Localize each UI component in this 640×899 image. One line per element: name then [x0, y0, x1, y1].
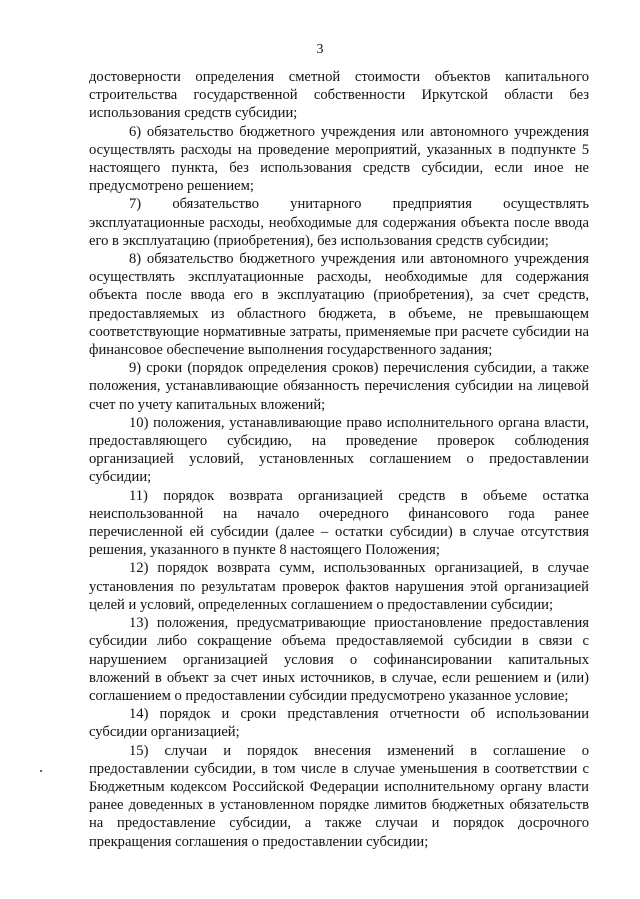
scan-speck — [40, 770, 42, 772]
list-item-8: 8) обязательство бюджетного учреждения или автономного учреждения осуществлять эксплуатационные расходы, необходимые для содержания объекта после ввода его в эксплуатацию (приобретения), за счет средств, предоставляемых из областного бюджета, в объеме, не превышающем соответствующие нормативные затраты, применяемые при расчете субсидии на финансовое обеспечение выполнения государственного задания; — [89, 251, 589, 359]
page-number: 3 — [316, 42, 324, 57]
list-item-11: 11) порядок возврата организацией средств в объеме остатка неиспользованной на начало очередного финансового года ранее перечисленной ей субсидии (далее – остатки субсидии) в случае отсутствия решения, указанного в пункте 8 настоящего Положения; — [89, 487, 589, 559]
list-item-13: 13) положения, предусматривающие приостановление предоставления субсидии либо сокращение объема предоставляемой субсидии в связи с нарушением организацией условия о софинансировании капитальных вложений в объект за счет иных источников, в случае, если решением и (или) соглашением о предоставлении субсидии предусмотрено указанное условие; — [89, 615, 589, 704]
list-item-12: 12) порядок возврата сумм, использованных организацией, в случае установления по результатам проверок фактов нарушения этой организацией целей и условий, определенных соглашением о предоставлении субсидии; — [89, 560, 589, 613]
list-item-15: 15) случаи и порядок внесения изменений в соглашение о предоставлении субсидии, в том числе в случае уменьшения в соответствии с Бюджетным кодексом Российской Федерации исполнительному органу власти ранее доведенных в установленном порядке лимитов бюджетных обязательств на предоставление субсидии, а также случаи и порядок досрочного прекращения соглашения о предоставлении субсидии; — [89, 742, 589, 850]
list-item-7: 7) обязательство унитарного предприятия осуществлять эксплуатационные расходы, необходимые для содержания объекта после ввода его в эксплуатацию (приобретения), без использования средств субсидии; — [89, 196, 589, 249]
list-item-9: 9) сроки (порядок определения сроков) перечисления субсидии, а также положения, устанавливающие обязанность перечисления субсидии на лицевой счет по учету капитальных вложений; — [89, 360, 589, 413]
paragraph-continuation: достоверности определения сметной стоимости объектов капитального строительства государственной собственности Иркутской области без использования средств субсидии; — [89, 69, 589, 122]
list-item-6: 6) обязательство бюджетного учреждения или автономного учреждения осуществлять расходы на проведение мероприятий, указанных в подпункте 5 настоящего пункта, без использования средств субсидии, если иное не предусмотрено решением; — [89, 123, 589, 195]
list-item-14: 14) порядок и сроки представления отчетности об использовании субсидии организацией; — [89, 706, 589, 741]
document-body — [89, 68, 589, 851]
list-item-10: 10) положения, устанавливающие право исполнительного органа власти, предоставляющего субсидию, на проведение проверок соблюдения организацией условий, установленных соглашением о предоставлении субсидии; — [89, 414, 589, 486]
